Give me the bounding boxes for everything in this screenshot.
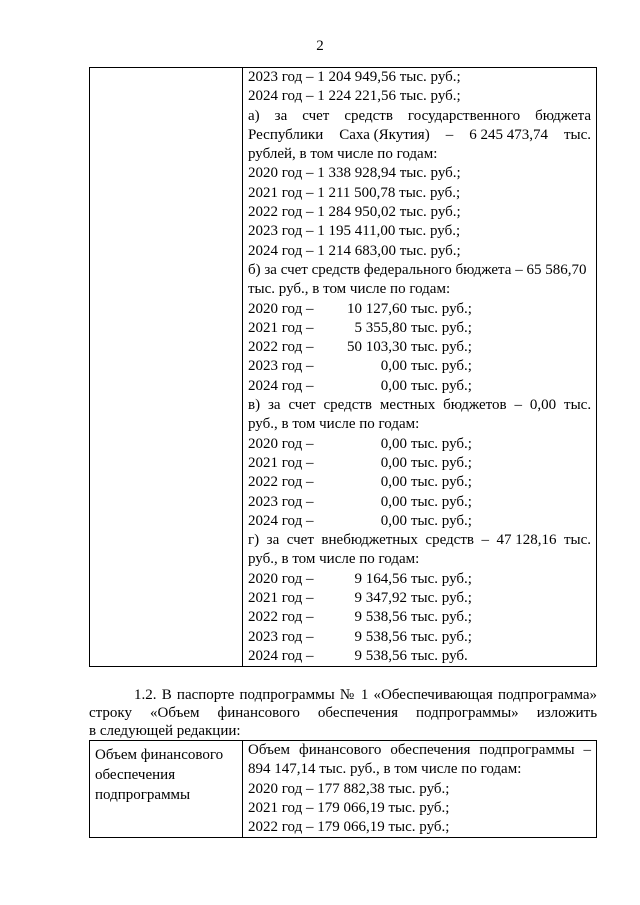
amount-value: 9 164,56 bbox=[354, 570, 407, 587]
amount-value: 0,00 bbox=[380, 512, 407, 529]
subprogram-financing-table bbox=[89, 740, 597, 838]
amount-value: 0,00 bbox=[380, 474, 407, 491]
word: в) bbox=[248, 397, 261, 414]
word: Объем bbox=[248, 742, 290, 758]
word: – bbox=[514, 397, 523, 414]
amount-unit: тыс. руб. bbox=[411, 647, 468, 664]
year-label: 2023 год – bbox=[248, 493, 314, 510]
word: счет bbox=[288, 397, 316, 414]
year-label: 2022 год – bbox=[248, 609, 314, 626]
text-line: 2020 год – 177 882,38 тыс. руб.; bbox=[248, 780, 450, 797]
text-line: 894 147,14 тыс. руб., в том числе по годам: bbox=[248, 761, 522, 778]
word: средств bbox=[323, 397, 373, 414]
justified-line bbox=[248, 396, 591, 415]
financing-table-continued bbox=[89, 67, 597, 667]
word: подпрограммы» bbox=[416, 705, 519, 721]
word: № 1 bbox=[339, 687, 369, 703]
amount-value: 0,00 bbox=[380, 358, 407, 375]
amount-unit: тыс. руб.; bbox=[411, 493, 472, 510]
justified-line bbox=[248, 126, 591, 145]
amount-value: 10 127,60 bbox=[347, 300, 407, 317]
year-label: 2023 год – bbox=[248, 628, 314, 645]
word: в следующей редакции: bbox=[89, 723, 241, 739]
year-amount-row bbox=[248, 647, 591, 666]
text-line: 2023 год – 1 204 949,56 тыс. руб.; bbox=[248, 69, 461, 85]
word: 0,00 bbox=[529, 397, 557, 414]
amount-unit: тыс. руб.; bbox=[411, 512, 472, 529]
word: 1.2. bbox=[134, 687, 157, 703]
amount-unit: тыс. руб.; bbox=[411, 339, 472, 356]
table1-left-cell bbox=[90, 68, 243, 667]
text-line: 2024 год – 1 214 683,00 тыс. руб.; bbox=[248, 242, 461, 259]
year-label: 2020 год – bbox=[248, 300, 314, 317]
word: средств bbox=[344, 107, 393, 124]
year-label: 2022 год – bbox=[248, 474, 314, 491]
word: подпрограммы bbox=[479, 742, 575, 758]
amount-unit: тыс. руб.; bbox=[411, 358, 472, 375]
word: – bbox=[583, 742, 591, 758]
year-amount-row bbox=[248, 608, 591, 627]
amount-unit: тыс. руб.; bbox=[411, 609, 472, 626]
amount-value: 9 538,56 bbox=[354, 609, 407, 626]
word: паспорте bbox=[176, 687, 235, 703]
word: – bbox=[481, 532, 489, 549]
year-amount-row bbox=[248, 473, 591, 492]
amount-value: 0,00 bbox=[380, 435, 407, 452]
paragraph-line bbox=[89, 704, 597, 722]
word: финансового bbox=[298, 742, 382, 758]
text-line: 2023 год – 1 195 411,00 тыс. руб.; bbox=[248, 223, 461, 240]
table1-right-cell bbox=[243, 68, 597, 667]
year-amount-row bbox=[248, 377, 591, 396]
text-line: 2020 год – 1 338 928,94 тыс. руб.; bbox=[248, 165, 461, 182]
word: за bbox=[274, 107, 288, 124]
word: бюджета bbox=[535, 107, 592, 124]
year-amount-row bbox=[248, 570, 591, 589]
word: подпрограмма» bbox=[497, 687, 598, 703]
amount-unit: тыс. руб.; bbox=[411, 377, 472, 394]
word: «Объем bbox=[150, 705, 200, 721]
word: Саха (Якутия) bbox=[339, 126, 430, 143]
year-amount-row bbox=[248, 628, 591, 647]
amount-unit: тыс. руб.; bbox=[411, 454, 472, 471]
amount-value: 9 538,56 bbox=[354, 647, 407, 664]
amount-unit: тыс. руб.; bbox=[411, 570, 472, 587]
word: 47 128,16 bbox=[496, 532, 557, 549]
text-line: руб., в том числе по годам: bbox=[248, 416, 420, 433]
word: местных bbox=[379, 397, 436, 414]
year-label: 2020 год – bbox=[248, 435, 314, 452]
page-number: 2 bbox=[316, 38, 324, 54]
text-line: 2022 год – 1 284 950,02 тыс. руб.; bbox=[248, 204, 461, 221]
left-label-line: Объем финансового bbox=[95, 747, 224, 763]
year-amount-row bbox=[248, 357, 591, 376]
text-line: 2021 год – 179 066,19 тыс. руб.; bbox=[248, 799, 450, 816]
word: Республики bbox=[248, 126, 324, 143]
amount-value: 0,00 bbox=[380, 493, 407, 510]
year-label: 2020 год – bbox=[248, 570, 314, 587]
justified-line bbox=[248, 531, 591, 550]
left-label-line: обеспечения bbox=[95, 767, 176, 783]
text-line: рублей, в том числе по годам: bbox=[248, 146, 438, 163]
text-line: 2024 год – 1 224 221,56 тыс. руб.; bbox=[248, 88, 461, 105]
text-line: руб., в том числе по годам: bbox=[248, 551, 420, 568]
year-label: 2021 год – bbox=[248, 590, 314, 607]
year-label: 2022 год – bbox=[248, 339, 314, 356]
word: строку bbox=[89, 705, 132, 721]
amendment-paragraph bbox=[89, 686, 597, 740]
year-amount-row bbox=[248, 493, 591, 512]
year-amount-row bbox=[248, 512, 591, 531]
amount-value: 0,00 bbox=[380, 377, 407, 394]
word: за bbox=[267, 397, 281, 414]
text-line: тыс. руб., в том числе по годам: bbox=[248, 281, 451, 298]
word: изложить bbox=[536, 705, 598, 721]
year-amount-row bbox=[248, 454, 591, 473]
justified-line bbox=[248, 107, 591, 126]
year-label: 2021 год – bbox=[248, 319, 314, 336]
year-amount-row bbox=[248, 338, 591, 357]
table2-left-cell bbox=[90, 741, 243, 838]
word: средств bbox=[425, 532, 474, 549]
year-amount-row bbox=[248, 300, 591, 319]
paragraph-line bbox=[89, 722, 597, 740]
table1-right-lines bbox=[243, 68, 596, 666]
word: г) bbox=[248, 532, 260, 549]
text-line: 2021 год – 1 211 500,78 тыс. руб.; bbox=[248, 184, 461, 201]
amount-value: 50 103,30 bbox=[347, 339, 407, 356]
word: а) bbox=[248, 107, 260, 124]
word: государственного bbox=[407, 107, 521, 124]
word: – bbox=[445, 126, 454, 143]
amount-unit: тыс. руб.; bbox=[411, 319, 472, 336]
amount-unit: тыс. руб.; bbox=[411, 590, 472, 607]
text-line: б) за счет средств федерального бюджета – 65 586,70 bbox=[248, 261, 587, 278]
amount-unit: тыс. руб.; bbox=[411, 435, 472, 452]
amount-unit: тыс. руб.; bbox=[411, 474, 472, 491]
word: за bbox=[266, 532, 280, 549]
table2-right-lines bbox=[243, 741, 596, 837]
amount-unit: тыс. руб.; bbox=[411, 628, 472, 645]
year-label: 2024 год – bbox=[248, 647, 314, 664]
left-label-line: подпрограммы bbox=[95, 787, 191, 803]
amount-value: 9 538,56 bbox=[354, 628, 407, 645]
word: «Обеспечивающая bbox=[373, 687, 493, 703]
year-label: 2023 год – bbox=[248, 358, 314, 375]
year-label: 2021 год – bbox=[248, 454, 314, 471]
word: бюджетов bbox=[443, 397, 507, 414]
amount-unit: тыс. руб.; bbox=[411, 300, 472, 317]
year-label: 2024 год – bbox=[248, 512, 314, 529]
table2-right-cell bbox=[243, 741, 597, 838]
word: обеспечения bbox=[390, 742, 471, 758]
year-amount-row bbox=[248, 319, 591, 338]
word: счет bbox=[286, 532, 314, 549]
year-amount-row bbox=[248, 435, 591, 454]
year-amount-row bbox=[248, 589, 591, 608]
word: тыс. bbox=[564, 532, 592, 549]
year-label: 2024 год – bbox=[248, 377, 314, 394]
word: тыс. bbox=[564, 397, 592, 414]
word: внебюджетных bbox=[321, 532, 418, 549]
word: финансового bbox=[217, 705, 300, 721]
amount-value: 5 355,80 bbox=[354, 319, 407, 336]
word: тыс. bbox=[564, 126, 592, 143]
word: 6 245 473,74 bbox=[469, 126, 548, 143]
word: В bbox=[161, 687, 172, 703]
table2-left-label bbox=[90, 741, 242, 805]
word: обеспечения bbox=[317, 705, 399, 721]
text-line: 2022 год – 179 066,19 тыс. руб.; bbox=[248, 819, 450, 836]
amount-value: 9 347,92 bbox=[354, 590, 407, 607]
word: подпрограммы bbox=[239, 687, 335, 703]
justified-line bbox=[248, 741, 591, 760]
word: счет bbox=[302, 107, 330, 124]
paragraph-line bbox=[89, 686, 597, 704]
amount-value: 0,00 bbox=[380, 454, 407, 471]
